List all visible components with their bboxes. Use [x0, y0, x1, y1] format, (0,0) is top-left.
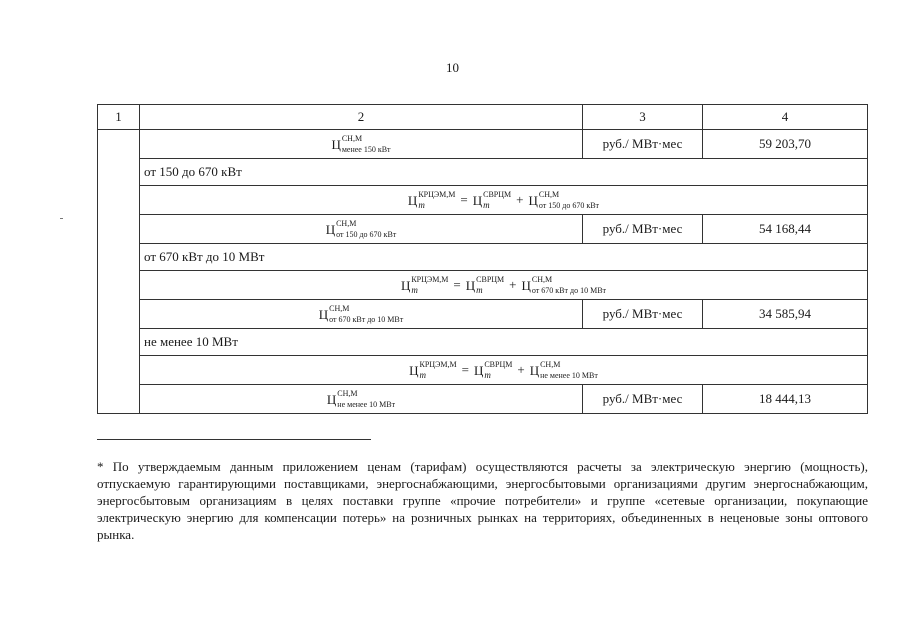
equation-row	[98, 271, 868, 300]
plus-sign: +	[517, 362, 525, 377]
equation-cell	[140, 186, 868, 215]
price-term	[325, 219, 397, 239]
subscript: не менее 10 МВт	[540, 371, 598, 380]
script-stack	[540, 361, 598, 379]
tariff-row	[98, 215, 868, 244]
subscript: m	[476, 285, 483, 295]
value-cell: 34 585,94	[703, 300, 868, 329]
price-symbol: Ц	[409, 362, 419, 378]
equation-row	[98, 356, 868, 385]
price-symbol: Ц	[473, 362, 484, 378]
price-symbol: Ц	[529, 362, 540, 378]
subscript: m	[411, 285, 418, 295]
price-term	[529, 360, 598, 380]
script-stack	[337, 390, 395, 408]
footnote-separator	[97, 439, 371, 440]
price-component-cell	[140, 385, 583, 414]
subscript: от 150 до 670 кВт	[336, 230, 397, 239]
price-component-cell	[140, 215, 583, 244]
superscript: КРЦЭМ,М	[418, 190, 456, 199]
script-stack	[411, 276, 448, 294]
tariff-row	[98, 130, 868, 159]
col-header-4: 4	[703, 105, 868, 130]
equation-cell	[140, 356, 868, 385]
equals-sign: =	[460, 192, 468, 207]
unit-cell: руб./ МВт·мес	[583, 215, 703, 244]
script-stack	[532, 276, 606, 294]
subscript: менее 150 кВт	[341, 145, 391, 154]
equation-row	[98, 186, 868, 215]
price-term	[473, 360, 513, 380]
price-term	[318, 304, 404, 324]
superscript: КРЦЭМ,М	[419, 360, 457, 369]
script-stack	[342, 135, 391, 153]
tariff-row	[98, 300, 868, 329]
subscript: от 150 до 670 кВт	[538, 201, 600, 210]
superscript: СВРЦМ	[483, 190, 512, 199]
col1-merged-cell	[98, 130, 140, 414]
subscript: m	[484, 370, 491, 380]
range-label: от 150 до 670 кВт	[140, 159, 868, 186]
script-stack	[420, 361, 457, 379]
superscript: СН,М	[538, 190, 560, 199]
price-symbol: Ц	[325, 221, 336, 237]
price-term	[465, 275, 505, 295]
footnote: * По утверждаемым данным приложением ценам (тарифам) осуществляются расчеты за электрическую энергию (мощность), отпускаемую гарантирующими поставщиками, энергоснабжающими, энергосбытовыми организациями другим энергоснабжающим, энергосбытовым организациям в целях поставки группе «прочие потребители» и группе «сетевые организации, покупающие электрическую энергию для компенсации потерь» на розничных рынках на территориях, объединенных в неценовые зоны оптового рынка.	[97, 459, 868, 542]
superscript: СН,М	[531, 275, 553, 284]
superscript: СН,М	[329, 304, 350, 313]
price-symbol: Ц	[407, 192, 418, 208]
superscript: СВРЦМ	[476, 275, 505, 284]
subscript: m	[418, 200, 425, 210]
col-header-2: 2	[140, 105, 583, 130]
price-component-cell	[140, 300, 583, 329]
unit-cell: руб./ МВт·мес	[583, 130, 703, 159]
price-symbol: Ц	[400, 277, 411, 293]
value-cell: 59 203,70	[703, 130, 868, 159]
price-component-cell	[140, 130, 583, 159]
table-header-row	[98, 105, 868, 130]
price-symbol: Ц	[472, 192, 483, 208]
price-term	[326, 389, 396, 409]
subscript: не менее 10 МВт	[337, 400, 396, 409]
price-symbol: Ц	[521, 277, 531, 293]
script-stack	[483, 191, 511, 209]
unit-cell: руб./ МВт·мес	[583, 300, 703, 329]
script-stack	[418, 191, 455, 209]
subscript: m	[483, 200, 490, 210]
price-term	[472, 190, 512, 210]
col-header-1: 1	[98, 105, 140, 130]
value-cell: 18 444,13	[703, 385, 868, 414]
plus-sign: +	[509, 277, 517, 292]
page-number: 10	[446, 60, 459, 75]
subscript: от 670 кВт до 10 МВт	[329, 315, 404, 324]
superscript: СН,М	[337, 389, 358, 398]
range-label: от 670 кВт до 10 МВт	[140, 244, 868, 271]
subscript: от 670 кВт до 10 МВт	[531, 286, 607, 295]
superscript: СН,М	[336, 219, 357, 228]
script-stack	[484, 361, 512, 379]
price-symbol: Ц	[318, 306, 329, 322]
unit-cell: руб./ МВт·мес	[583, 385, 703, 414]
subscript: m	[419, 370, 427, 380]
superscript: СВРЦМ	[484, 360, 513, 369]
price-term	[407, 190, 456, 210]
price-term	[528, 190, 600, 210]
col-header-3: 3	[583, 105, 703, 130]
plus-sign: +	[516, 192, 524, 207]
script-stack	[329, 305, 403, 323]
script-stack	[539, 191, 599, 209]
equation-cell	[140, 271, 868, 300]
price-term	[521, 275, 607, 295]
margin-mark	[60, 218, 63, 219]
price-symbol: Ц	[326, 391, 337, 407]
superscript: СН,М	[341, 134, 363, 143]
superscript: СН,М	[540, 360, 561, 369]
tariff-table	[97, 104, 868, 414]
tariff-row	[98, 385, 868, 414]
superscript: КРЦЭМ,М	[411, 275, 449, 284]
price-term	[331, 134, 391, 154]
script-stack	[336, 220, 396, 238]
range-row	[98, 329, 868, 356]
price-term	[400, 275, 449, 295]
price-term	[409, 360, 457, 380]
price-symbol: Ц	[465, 277, 476, 293]
equals-sign: =	[453, 277, 461, 292]
price-symbol: Ц	[331, 136, 341, 152]
value-cell: 54 168,44	[703, 215, 868, 244]
equals-sign: =	[461, 362, 469, 377]
price-symbol: Ц	[528, 192, 538, 208]
range-row	[98, 244, 868, 271]
range-row	[98, 159, 868, 186]
script-stack	[476, 276, 504, 294]
range-label: не менее 10 МВт	[140, 329, 868, 356]
